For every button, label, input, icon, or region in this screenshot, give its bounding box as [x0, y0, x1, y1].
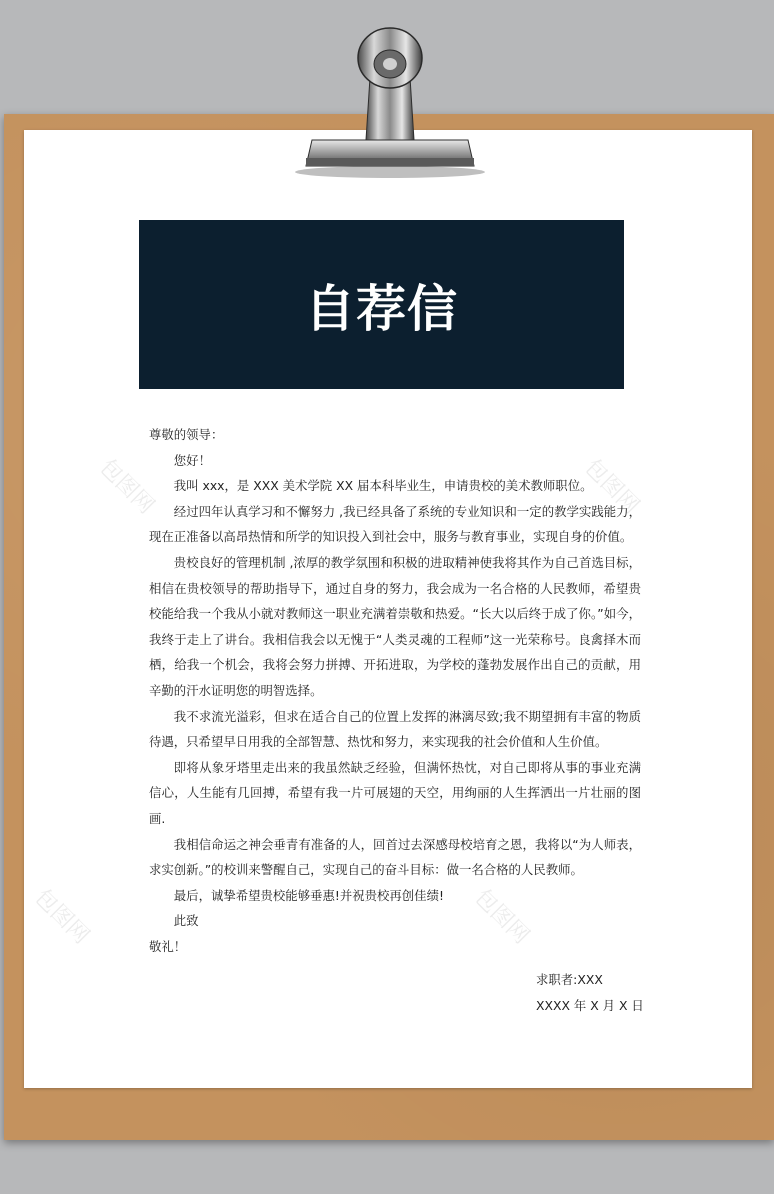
closing-line: 此致 — [173, 913, 199, 929]
paragraph: 即将从象牙塔里走出来的我虽然缺乏经验，但满怀热忱，对自己即将从事的事业充满信心，人生能有几回搏，希望有我一片可展翅的天空，用绚丽的人生挥洒出一片壮丽的图画. — [149, 759, 641, 826]
paragraph: 贵校良好的管理机制 ,浓厚的教学氛围和积极的进取精神使我将其作为自己首选目标，相信在贵校领导的帮助指导下，通过自身的努力，我会成为一名合格的人民教师，希望贵校能给我一个我从小就对教师这一职业充满着崇敬和热爱。“长大以后终于成了你。”如今，我终于走上了讲台。我相信我会以无愧于“人类灵魂的工程师”这一光荣称号。良禽择木而栖，给我一个机会，我将会努力拼搏、开拓进取，为学校的蓬勃发展作出自己的贡献，用辛勤的汗水证明您的明智选择。 — [149, 554, 641, 698]
paragraph: 经过四年认真学习和不懈努力 ,我已经具备了系统的专业知识和一定的教学实践能力，现在正准备以高昂热情和所学的知识投入到社会中，服务与教育事业，实现自身的价值。 — [149, 503, 641, 545]
paragraph: 最后，诚挚希望贵校能够垂惠!并祝贵校再创佳绩! — [173, 887, 444, 903]
signature-block — [536, 967, 656, 1018]
closing-salute: 敬礼！ — [149, 938, 187, 954]
signature-name: 求职者:XXX — [536, 972, 603, 987]
letter-body — [149, 422, 641, 959]
paragraph: 我不求流光溢彩，但求在适合自己的位置上发挥的淋漓尽致;我不期望拥有丰富的物质待遇，只希望早日用我的全部智慧、热忱和努力，来实现我的社会价值和人生价值。 — [149, 708, 641, 750]
paragraph: 我叫 xxx，是 XXX 美术学院 XX 届本科毕业生，申请贵校的美术教师职位。 — [173, 478, 593, 494]
title-banner — [139, 220, 624, 389]
page-title: 自荐信 — [305, 279, 458, 338]
greeting: 尊敬的领导： — [149, 427, 224, 442]
hello-line: 您好！ — [173, 452, 211, 468]
signature-date: XXXX 年 X 月 X 日 — [536, 997, 644, 1013]
paragraph: 我相信命运之神会垂青有准备的人，回首过去深感母校培育之恩，我将以“为人师表，求实创新。”的校训来警醒自己，实现自己的奋斗目标：做一名合格的人民教师。 — [149, 836, 641, 878]
